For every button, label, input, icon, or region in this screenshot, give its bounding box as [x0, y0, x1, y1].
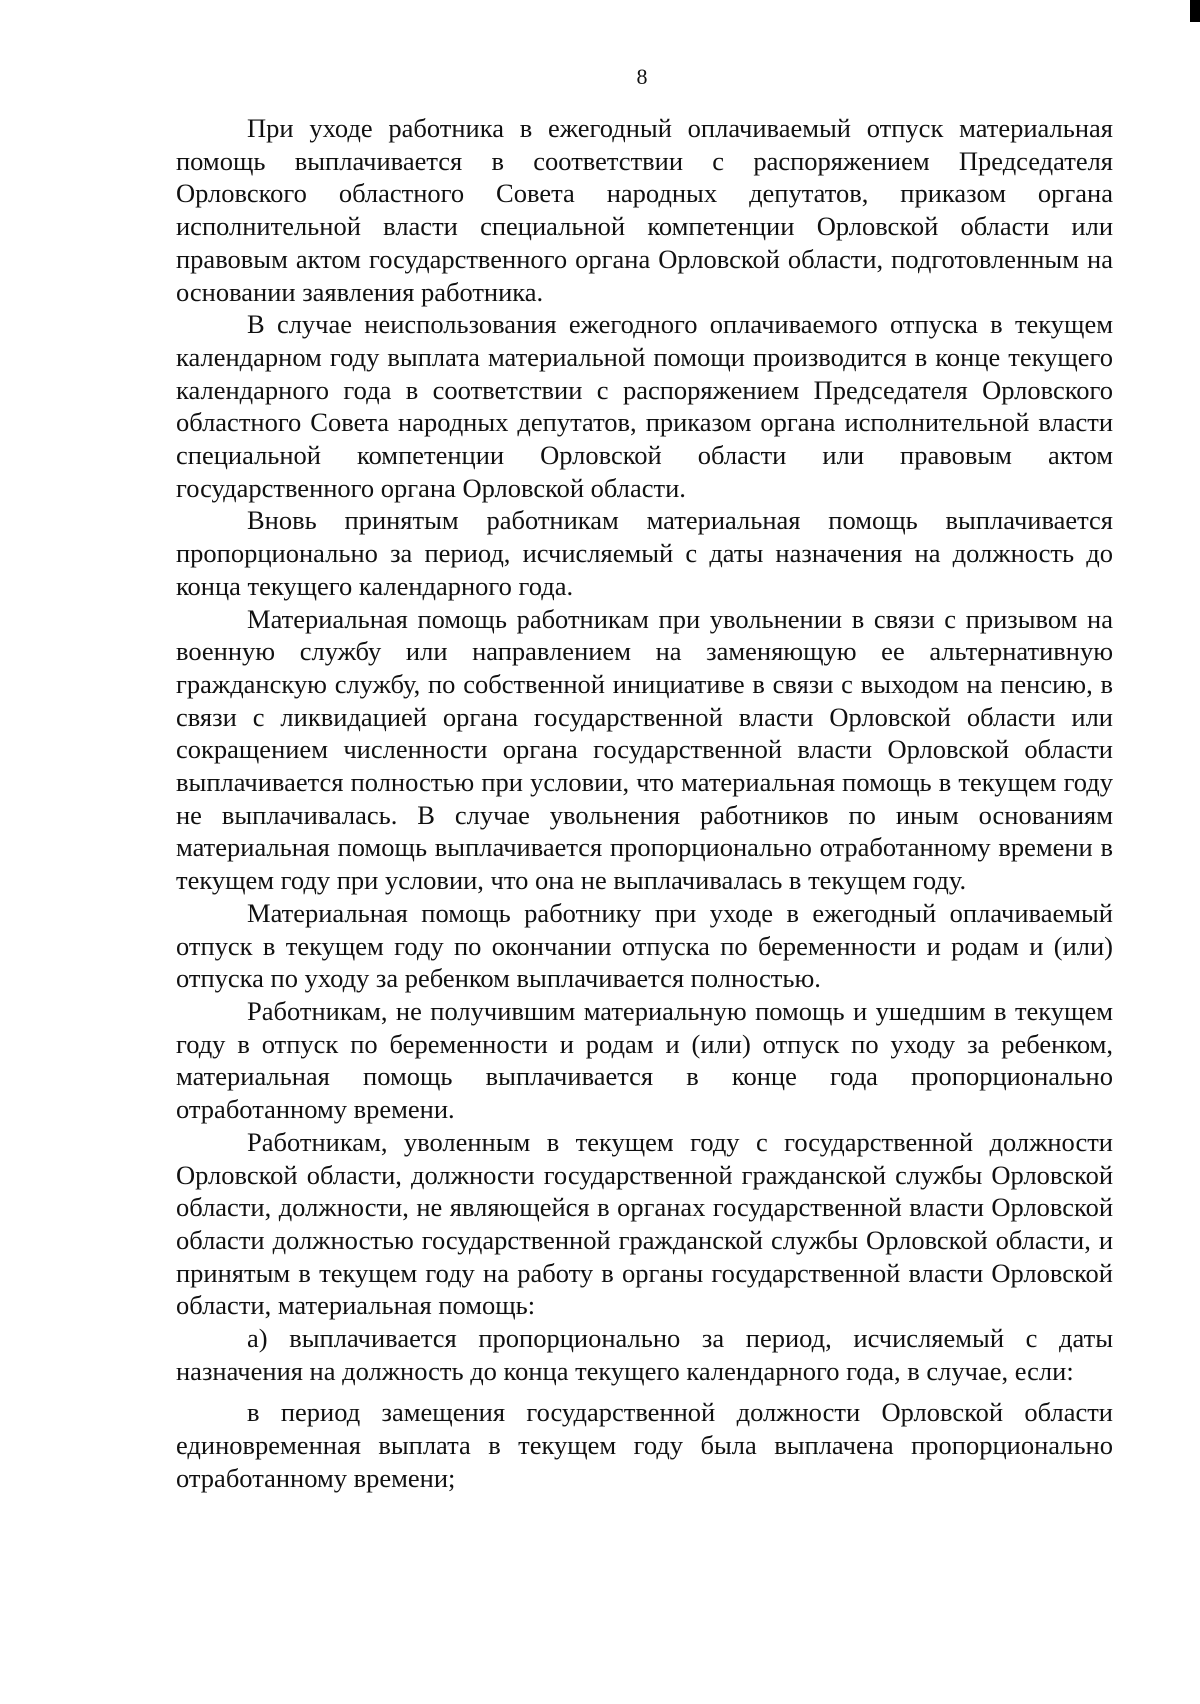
scan-edge-mark	[1190, 0, 1200, 22]
paragraph-dismissal: Материальная помощь работникам при увольнении в связи с призывом на военную службу или направлением на заменяющую ее альтернативную гражданскую службу, по собственной инициативе в связи с выходом на пенсию, в связи с ликвидацией органа государственной власти Орловской области или сокращением численности органа государственной власти Орловской области выплачивается полностью при условии, что материальная помощь в текущем году не выплачивалась. В случае увольнения работников по иным основаниям материальная помощь выплачивается пропорционально отработанному времени в текущем году при условии, что она не выплачивалась в текущем году.	[176, 603, 1113, 896]
paragraph-item-a-condition: в период замещения государственной должности Орловской области единовременная выплата в текущем году была выплачена пропорционально отработанному времени;	[176, 1397, 1113, 1493]
document-body	[176, 112, 1113, 1495]
paragraph-maternity-full: Материальная помощь работнику при уходе в ежегодный оплачиваемый отпуск в текущем году по окончании отпуска по беременности и родам и (или) отпуска по уходу за ребенком выплачивается полностью.	[176, 897, 1113, 994]
paragraph-maternity-proportional: Работникам, не получившим материальную помощь и ушедшим в текущем году в отпуск по беременности и родам и (или) отпуск по уходу за ребенком, материальная помощь выплачивается в конце года пропорционально отработанному времени.	[176, 995, 1113, 1125]
paragraph-transferred-employees: Работникам, уволенным в текущем году с государственной должности Орловской области, должности государственной гражданской службы Орловской области, должности, не являющейся в органах государственной власти Орловской области должностью государственной гражданской службы Орловской области, и принятым в текущем году на работу в органы государственной власти Орловской области, материальная помощь:	[176, 1126, 1113, 1321]
paragraph-unused-vacation: В случае неиспользования ежегодного оплачиваемого отпуска в текущем календарном году выплата материальной помощи производится в конце текущего календарного года в соответствии с распоряжением Председателя Орловского областного Совета народных депутатов, приказом органа исполнительной власти специальной компетенции Орловской области или правовым актом государственного органа Орловской области.	[176, 309, 1113, 503]
paragraph-new-employees: Вновь принятым работникам материальная помощь выплачивается пропорционально за период, исчисляемый с даты назначения на должность до конца текущего календарного года.	[176, 505, 1113, 601]
paragraph-vacation-assistance: При уходе работника в ежегодный оплачиваемый отпуск материальная помощь выплачивается в соответствии с распоряжением Председателя Орловского областного Совета народных депутатов, приказом органа исполнительной власти специальной компетенции Орловской области или правовым актом государственного органа Орловской области, подготовленным на основании заявления работника.	[176, 113, 1113, 307]
paragraph-item-a: а) выплачивается пропорционально за период, исчисляемый с даты назначения на должность до конца текущего календарного года, в случае, если:	[176, 1323, 1113, 1386]
page-number: 8	[636, 64, 648, 89]
